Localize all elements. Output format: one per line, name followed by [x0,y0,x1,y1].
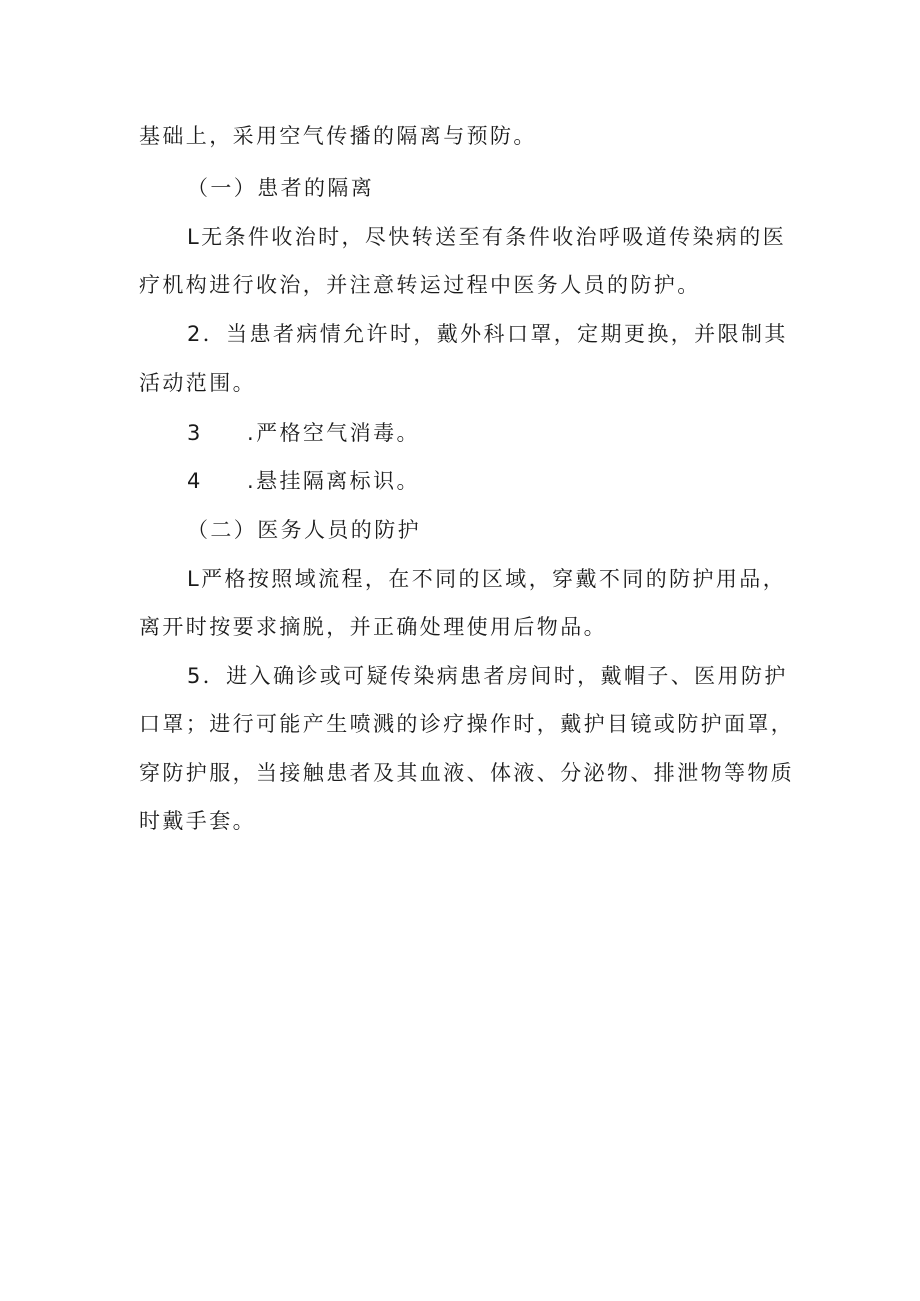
paragraph-line: 穿防护服，当接触患者及其血液、体液、分泌物、排泄物等物质 [139,761,795,785]
paragraph-line: 2．当患者病情允许时，戴外科口罩，定期更换，并限制其 [187,322,788,346]
paragraph-line: 口罩；进行可能产生喷溅的诊疗操作时，戴护目镜或防护面罩， [139,712,795,736]
paragraph-line: L无条件收治时，尽快转送至有条件收治呼吸道传染病的医 [187,225,787,249]
list-item-text: .悬挂隔离标识。 [247,469,420,493]
list-number: 3 [187,421,203,445]
list-item-text: .严格空气消毒。 [247,421,420,445]
paragraph-line: 疗机构进行收治，并注意转运过程中医务人员的防护。 [139,273,701,297]
section-heading-patient-isolation: （一）患者的隔离 [187,176,375,200]
list-item [187,419,420,447]
section-heading-staff-protection: （二）医务人员的防护 [187,518,421,542]
list-item [187,467,420,495]
paragraph-line: 时戴手套。 [139,809,256,833]
list-number: 4 [187,469,203,493]
paragraph-line: 5．进入确诊或可疑传染病患者房间时，戴帽子、医用防护 [187,664,788,688]
paragraph-line: 离开时按要求摘脱，并正确处理使用后物品。 [139,615,607,639]
paragraph-line: 活动范围。 [139,371,256,395]
paragraph-line: L严格按照域流程，在不同的区域，穿戴不同的防护用品， [187,567,787,591]
paragraph-line: 基础上，采用空气传播的隔离与预防。 [139,124,537,148]
